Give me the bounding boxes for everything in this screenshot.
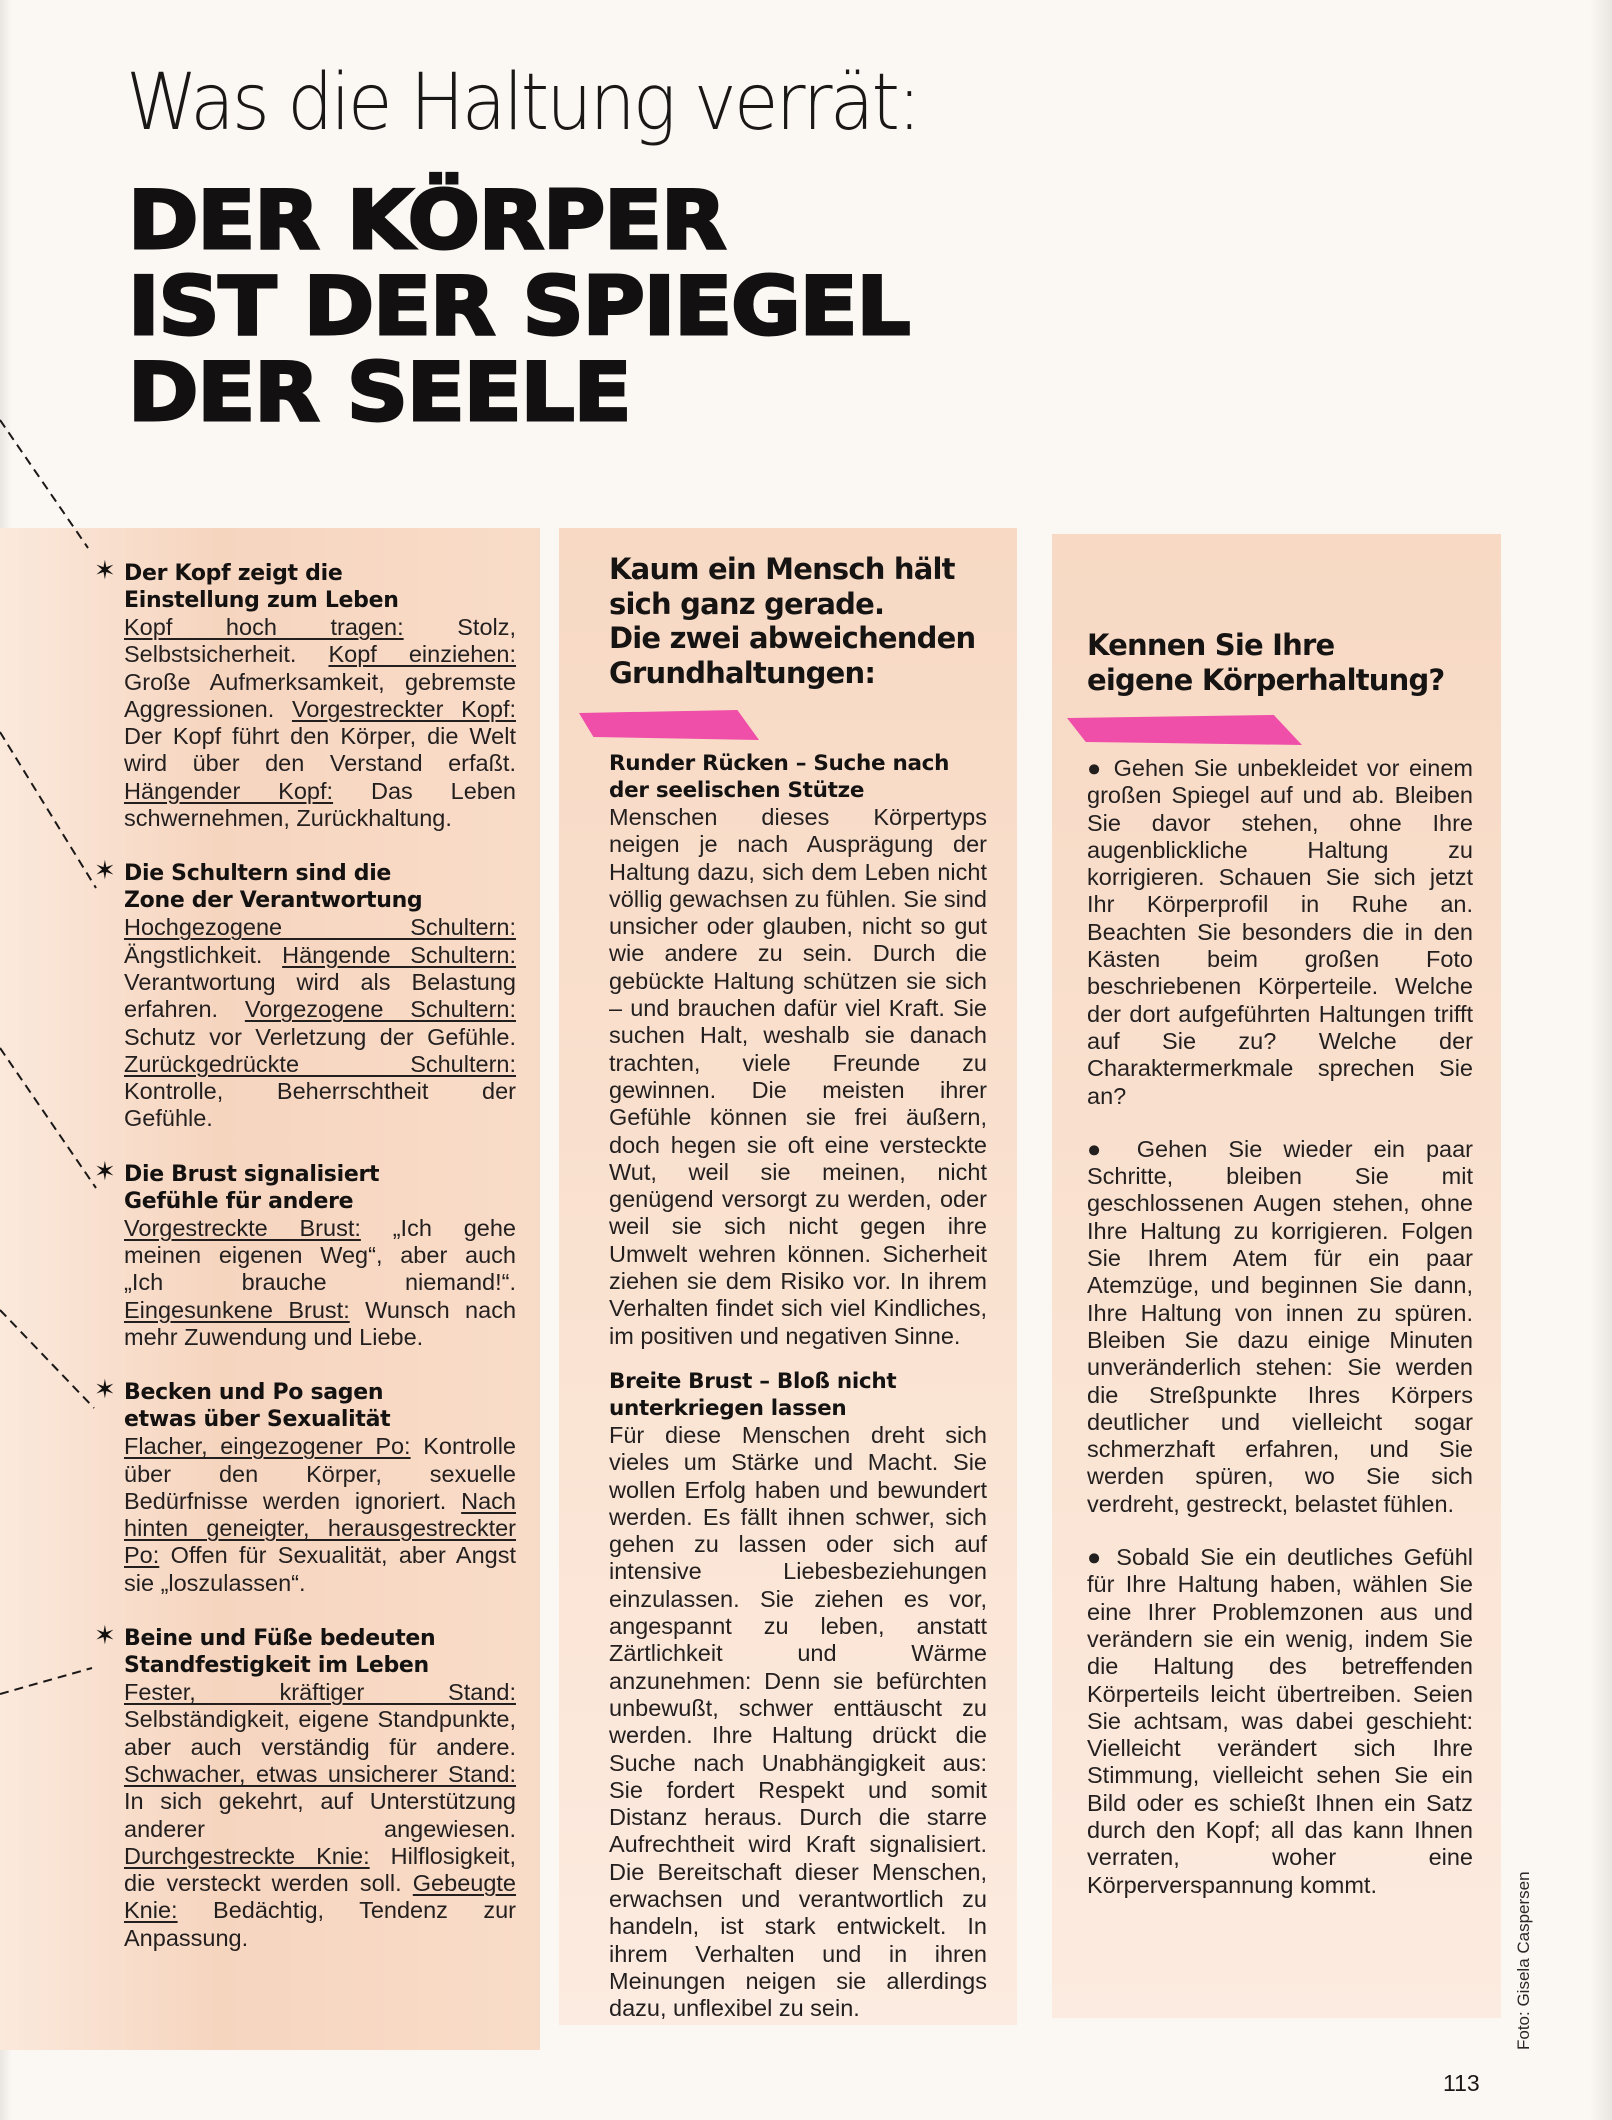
- body-part-heading-line: Die Brust signalisiert: [124, 1161, 380, 1187]
- star-marker-icon: ✶: [94, 1375, 116, 1406]
- posture-meaning: Stolz, Selbstsicherheit.: [124, 614, 517, 668]
- article-kicker: Was die Haltung verrät:: [126, 58, 919, 148]
- posture-term: Fester, kräftiger Stand:: [124, 1679, 516, 1706]
- posture-term: Hängender Kopf:: [124, 777, 334, 804]
- self-test-step-text: Gehen Sie wieder ein paar Schritte, bleiben Sie mit geschlossenen Augen stehen, ohne Ihre Haltung zu korrigieren. Folgen Sie Ihrem Atem für ein paar Atemzüge, und beginnen Sie dann, Ihre Haltung von innen zu spüren. Bleiben Sie dazu einige Minuten unveränderlich stehen: Sie werden die Streßpunkte Ihres Körpers deutlicher und vielleicht sogar schmerzhaft erfahren, und Sie werden spüren, wo Sie sich verdreht, gestreckt, belastet fühlen.: [1087, 1135, 1473, 1517]
- posture-term: Durchgestreckte Knie:: [124, 1842, 370, 1869]
- postures-title-line: Grundhaltungen:: [609, 655, 876, 690]
- posture-meaning: Hilflosigkeit, die versteckt werden soll.: [124, 1842, 516, 1897]
- bullet-icon: ●: [1087, 1135, 1137, 1162]
- self-test-step-text: Sobald Sie ein deutliches Gefühl für Ihre Haltung haben, wählen Sie eine Ihrer Problemzonen aus und verändern sie ein wenig, indem Sie die Haltung des betreffenden Körperteils leicht übertreiben. Seien Sie achtsam, was dabei geschieht: Vielleicht verändert sich Ihre Stimmung, vielleicht sehen Sie ein Bild oder es schießt Ihnen ein Satz durch den Kopf; all das kann Ihnen verraten, woher eine Körperverspannung kommt.: [1087, 1544, 1473, 1898]
- posture-term: Zurückgedrückte Schultern:: [124, 1050, 516, 1077]
- bullet-icon: ●: [1087, 755, 1114, 781]
- bullet-icon: ●: [1087, 1544, 1117, 1571]
- posture-term: Vorgezogene Schultern:: [244, 996, 516, 1023]
- body-part-heading-line: Der Kopf zeigt die: [124, 561, 343, 586]
- posture-term: Nach hinten geneigter, herausgestreckter Po:: [124, 1487, 516, 1569]
- star-marker-icon: ✶: [94, 1156, 116, 1187]
- postures-title-line: sich ganz gerade.: [609, 586, 885, 621]
- posture-term: Kopf hoch tragen:: [124, 614, 404, 640]
- page-number: 113: [1443, 2070, 1480, 2096]
- postures-title-line: Kaum ein Mensch hält: [609, 552, 955, 586]
- self-test-step-text: Gehen Sie unbekleidet vor einem großen Spiegel auf und ab. Bleiben Sie davor stehen, ohne Ihre augenblickliche Haltung zu korrigieren. Schauen Sie sich jetzt Ihr Körperprofil in Ruhe an. Beachten Sie besonders die in den Kästen beim großen Foto beschriebenen Körperteile. Welche der dort aufgeführten Haltungen trifft auf Sie zu? Welche der Charaktermerkmale sprechen Sie an?: [1087, 755, 1473, 1109]
- leader-line-pelvis: [0, 1310, 94, 1408]
- self-test-title-line: eigene Körperhaltung?: [1087, 662, 1445, 697]
- posture-meaning: Wunsch nach mehr Zuwendung und Liebe.: [124, 1296, 517, 1350]
- headline-line-1: DER KÖRPER: [128, 174, 726, 267]
- leader-line-head: [0, 420, 88, 548]
- headline-line-2: IST DER SPIEGEL: [128, 260, 910, 353]
- body-part-heading-line: Standfestigkeit im Leben: [124, 1653, 429, 1679]
- posture-term: Kopf einziehen:: [328, 641, 516, 668]
- posture-meaning: Schutz vor Verletzung der Gefühle.: [124, 1023, 516, 1050]
- posture-meaning: Verantwortung wird als Belastung erfahren.: [124, 968, 516, 1023]
- posture-term: Gebeugte Knie:: [124, 1870, 517, 1924]
- star-marker-icon: ✶: [94, 856, 116, 887]
- posture-meaning: Selbständigkeit, eigene Standpunkte, aber auch verständig für andere.: [124, 1706, 516, 1760]
- headline-line-3: DER SEELE: [128, 346, 631, 439]
- photo-credit: Foto: Gisela Caspersen: [1514, 1871, 1533, 2050]
- broad-chest-text: Für diese Menschen dreht sich vieles um Stärke und Macht. Sie wollen Erfolg haben und bewundert werden. Es fällt ihnen schwer, sich gehen zu lassen oder sich auf intensive Liebesbeziehungen einzulassen. Sie ziehen es vor, angespannt zu leben, anstatt Zärtlichkeit und Wärme anzunehmen: Denn sie befürchten unbewußt, schwer enttäuscht zu werden. Ihre Haltung drückt die Suche nach Unabhängigkeit aus: Sie fordert Respekt und somit Distanz heraus. Durch die starre Aufrechtheit wird Kraft signalisiert. Die Bereitschaft dieser Menschen, erwachsen und verantwortlich zu handeln, ist stark entwickelt. In ihrem Verhalten und in ihren Meinungen neigen sie allerdings dazu, unflexibel zu sein.: [609, 1421, 987, 2022]
- posture-meaning: Ängstlichkeit.: [124, 941, 263, 968]
- body-part-heading-line: etwas über Sexualität: [124, 1407, 391, 1433]
- star-marker-icon: ✶: [94, 556, 116, 586]
- body-part-heading-line: Die Schultern sind die: [124, 861, 392, 887]
- posture-term: Vorgestreckte Brust:: [124, 1214, 361, 1241]
- leader-line-legs: [0, 1668, 92, 1694]
- posture-meaning: „Ich gehe meinen eigenen Weg“, aber auch „Ich brauche niemand!“.: [124, 1214, 516, 1296]
- postures-title-line: Die zwei abweichenden: [609, 621, 976, 655]
- body-part-heading-line: Einstellung zum Leben: [124, 588, 399, 613]
- star-marker-icon: ✶: [94, 1621, 116, 1652]
- body-part-heading-line: Gefühle für andere: [124, 1188, 354, 1214]
- posture-term: Hängende Schultern:: [282, 941, 516, 968]
- broad-chest-heading: Breite Brust – Bloß nicht unterkriegen lassen: [609, 1368, 897, 1421]
- posture-meaning: Offen für Sexualität, aber Angst sie „loszulassen“.: [124, 1542, 517, 1596]
- body-part-heading-line: Beine und Füße bedeuten: [124, 1626, 436, 1652]
- posture-meaning: Das Leben schwernehmen, Zurückhaltung.: [124, 777, 517, 832]
- leader-line-chest: [0, 1048, 96, 1188]
- posture-meaning: Der Kopf führt den Körper, die Welt wird über den Verstand erfaßt.: [124, 723, 516, 777]
- posture-meaning: In sich gekehrt, auf Unterstützung anderer angewiesen.: [124, 1788, 516, 1842]
- posture-meaning: Kontrolle, Beherrschtheit der Gefühle.: [124, 1078, 516, 1132]
- leader-line-shoulders: [0, 732, 96, 888]
- posture-term: Eingesunkene Brust:: [124, 1296, 350, 1323]
- body-part-heading-line: Zone der Verantwortung: [124, 888, 423, 914]
- posture-term: Vorgestreckter Kopf:: [291, 695, 516, 722]
- posture-term: Schwacher, etwas unsicherer Stand:: [124, 1760, 516, 1787]
- posture-term: Flacher, eingezogener Po:: [124, 1433, 411, 1460]
- posture-meaning: Kontrolle über den Körper, sexuelle Bedürfnisse werden ignoriert.: [124, 1433, 516, 1514]
- round-back-heading: Runder Rücken – Suche nach der seelischen Stütze: [609, 751, 950, 803]
- self-test-title-line: Kennen Sie Ihre: [1087, 628, 1335, 662]
- posture-meaning: Große Aufmerksamkeit, gebremste Aggressionen.: [124, 668, 516, 722]
- posture-meaning: Bedächtig, Tendenz zur Anpassung.: [124, 1897, 516, 1951]
- round-back-text: Menschen dieses Körpertyps neigen je nach Ausprägung der Haltung dazu, sich dem Leben nicht völlig gewachsen zu fühlen. Sie sind unsicher oder glauben, nicht so gut wie andere zu sein. Durch die gebückte Haltung schützen sie sich – und brauchen dafür viel Kraft. Sie suchen Halt, weshalb sie danach trachten, viele Freunde zu gewinnen. Die meisten ihrer Gefühle können sie frei äußern, doch hegen sie oft eine versteckte Wut, weil sie meinen, nicht genügend versorgt zu werden, oder weil sie sich nicht gegen ihre Umwelt wehren können. Sicherheit ziehen sie dem Risiko vor. In ihrem Verhalten findet sich viel Kindliches, im positiven und negativen Sinne.: [609, 804, 987, 1349]
- posture-term: Hochgezogene Schultern:: [124, 914, 516, 941]
- body-part-heading-line: Becken und Po sagen: [124, 1380, 384, 1406]
